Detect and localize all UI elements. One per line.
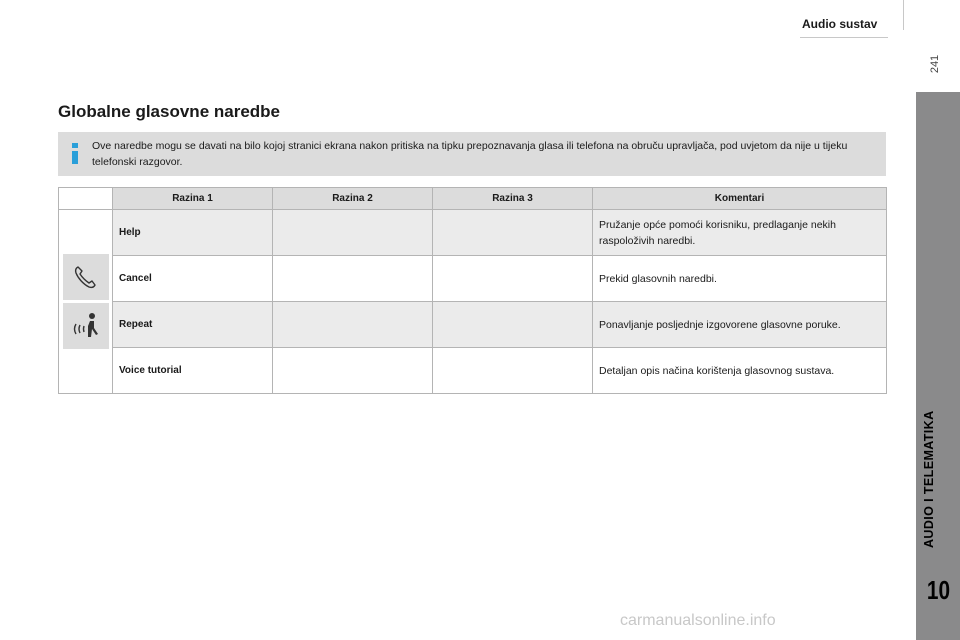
comment-cell: Pružanje opće pomoći korisniku, predlaganje nekih raspoloživih naredbi. — [593, 210, 887, 256]
level1-cell: Voice tutorial — [113, 348, 273, 394]
level1-cell: Repeat — [113, 302, 273, 348]
voice-icon-tile — [63, 303, 109, 349]
column-header: Razina 2 — [273, 188, 433, 210]
table-header-row — [59, 188, 887, 210]
info-box — [58, 132, 886, 176]
column-header: Razina 1 — [113, 188, 273, 210]
chapter-number-box — [918, 560, 958, 620]
level2-cell — [273, 302, 433, 348]
phone-icon-tile — [63, 254, 109, 300]
watermark: carmanualsonline.info — [620, 612, 776, 629]
level3-cell — [433, 210, 593, 256]
header-divider-vertical — [903, 0, 904, 30]
info-icon-bar — [72, 151, 78, 164]
level3-cell — [433, 256, 593, 302]
phone-icon — [71, 262, 101, 292]
section-title: Globalne glasovne naredbe — [58, 102, 281, 121]
table-row — [59, 348, 887, 394]
level2-cell — [273, 256, 433, 302]
info-text: Ove naredbe mogu se davati na bilo kojoj stranici ekrana nakon pritiska na tipku prepoznavanja glasa ili telefona na obruču upravljača, pod uvjetom da nije u tijeku telefonski razgovor. — [92, 140, 848, 168]
comment-cell: Detaljan opis načina korištenja glasovnog sustava. — [593, 348, 887, 394]
page-number: 241 — [929, 54, 942, 74]
info-icon-dot — [72, 143, 78, 148]
header-title: Audio sustav — [802, 17, 878, 31]
icon-column-header — [59, 188, 113, 210]
comment-cell: Prekid glasovnih naredbi. — [593, 256, 887, 302]
level2-cell — [273, 210, 433, 256]
voice-commands-table — [58, 187, 887, 394]
chapter-number: 10 — [926, 574, 950, 605]
table-row — [59, 302, 887, 348]
level2-cell — [273, 348, 433, 394]
table-row — [59, 210, 887, 256]
column-header: Razina 3 — [433, 188, 593, 210]
header-rule — [800, 37, 888, 38]
column-header: Komentari — [593, 188, 887, 210]
chapter-side-tab — [916, 92, 960, 640]
voice-command-icon — [70, 310, 102, 342]
command-icons-cell — [59, 210, 113, 394]
info-icon — [70, 143, 80, 165]
level3-cell — [433, 348, 593, 394]
chapter-label: AUDIO I TELEMATIKA — [922, 410, 936, 548]
level1-cell: Help — [113, 210, 273, 256]
level1-cell: Cancel — [113, 256, 273, 302]
level3-cell — [433, 302, 593, 348]
table-row — [59, 256, 887, 302]
comment-cell: Ponavljanje posljednje izgovorene glasovne poruke. — [593, 302, 887, 348]
